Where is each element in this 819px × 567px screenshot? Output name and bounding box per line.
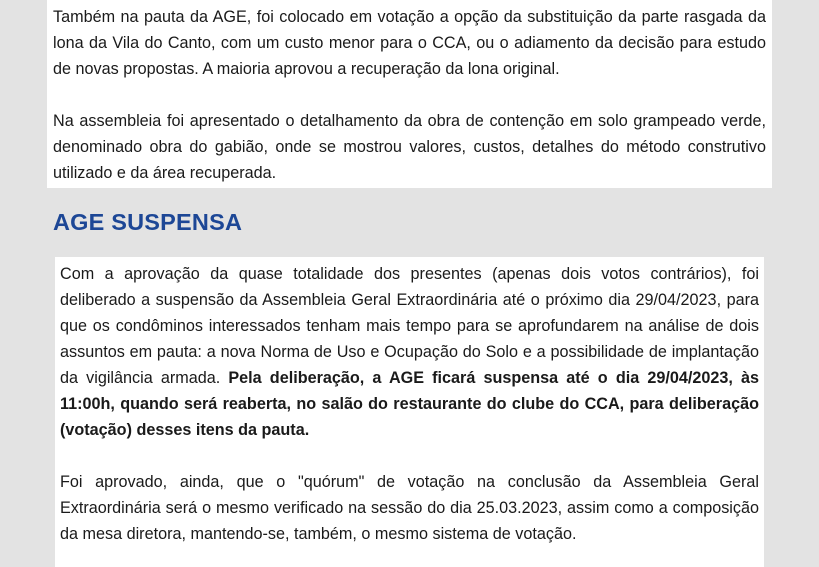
paragraph-quorum: Foi aprovado, ainda, que o "quórum" de votação na conclusão da Assembleia Geral Extraordinária será o mesmo verificado na sessão do dia 25.03.2023, assim como a composição da mesa diretora, mantendo-se, também, o mesmo sistema de votação. (60, 473, 759, 543)
paragraph-suspensao-text: Com a aprovação da quase totalidade dos presentes (apenas dois votos contrários), foi deliberado a suspensão da Assembleia Geral Extraordinária até o próximo dia 29/04/2023, para que os condôminos interessados tenham mais tempo para se aprofundarem na análise de dois assuntos em pauta: a nova Norma de Uso e Ocupação do Solo e a possibilidade de implantação da vigilância armada. (60, 265, 759, 387)
paragraph-suspensao-bold: Pela deliberação, a AGE ficará suspensa até o dia 29/04/2023, às 11:00h, quando será reaberta, no salão do restaurante do clube do CCA, para deliberação (votação) desses itens da pauta. (60, 369, 759, 439)
paragraph-suspensao (60, 261, 759, 443)
content-card-top (47, 0, 772, 188)
content-card-age-suspensa (55, 257, 764, 567)
section-heading: AGE SUSPENSA (53, 209, 243, 235)
paragraph-lona: Também na pauta da AGE, foi colocado em votação a opção da substituição da parte rasgada da lona da Vila do Canto, com um custo menor para o CCA, ou o adiamento da decisão para estudo de novas propostas. A maioria aprovou a recuperação da lona original. (53, 8, 766, 78)
paragraph-gabiao: Na assembleia foi apresentado o detalhamento da obra de contenção em solo grampeado verde, denominado obra do gabião, onde se mostrou valores, custos, detalhes do método construtivo utilizado e da área recuperada. (53, 112, 766, 182)
